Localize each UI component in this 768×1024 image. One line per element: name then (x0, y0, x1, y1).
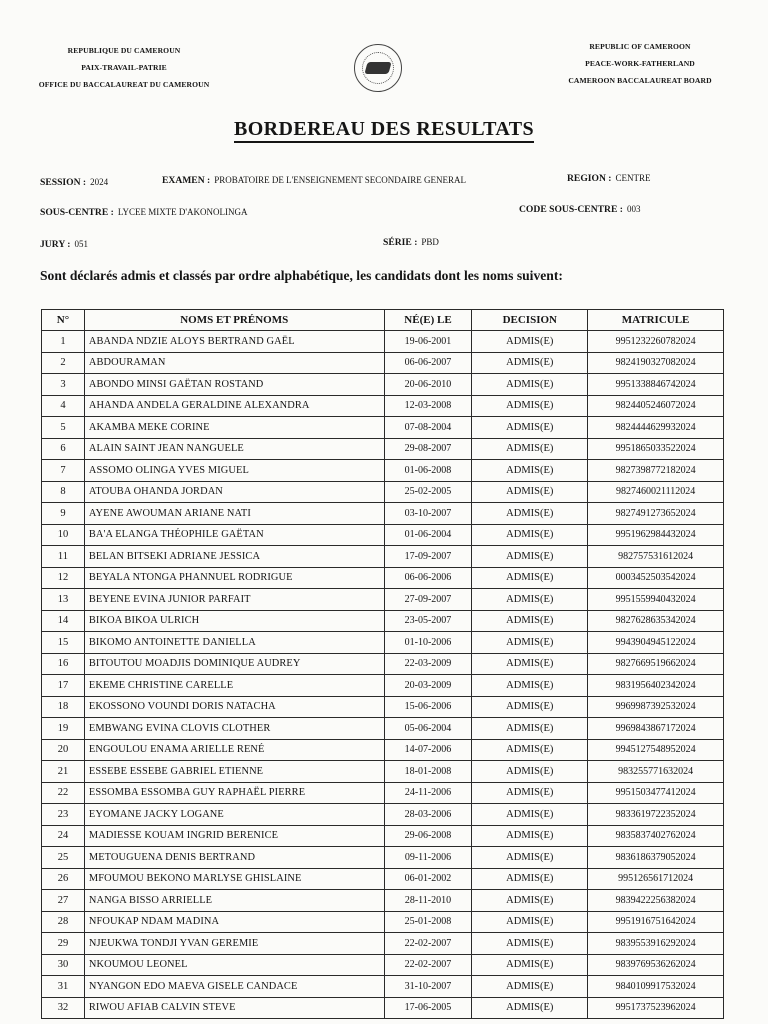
matricule: 9951503477412024 (588, 782, 724, 804)
candidate-name: EYOMANE JACKY LOGANE (84, 804, 384, 826)
row-number: 15 (42, 632, 85, 654)
sous-centre-label: SOUS-CENTRE : (40, 207, 114, 218)
row-number: 21 (42, 761, 85, 783)
row-number: 17 (42, 675, 85, 697)
candidate-name: ASSOMO OLINGA YVES MIGUEL (84, 460, 384, 482)
table-row (42, 352, 724, 374)
row-number: 6 (42, 438, 85, 460)
candidate-name: BEYALA NTONGA PHANNUEL RODRIGUE (84, 567, 384, 589)
decision: ADMIS(E) (472, 825, 588, 847)
table-row (42, 954, 724, 976)
birth-date: 20-03-2009 (384, 675, 472, 697)
matricule: 9827491273652024 (588, 503, 724, 525)
header-left-line: PAIX-TRAVAIL-PATRIE (81, 63, 167, 72)
code-sous-centre-label: CODE SOUS-CENTRE : (519, 204, 623, 215)
matricule: 9951232260782024 (588, 331, 724, 353)
candidate-name: ATOUBA OHANDA JORDAN (84, 481, 384, 503)
table-row (42, 567, 724, 589)
birth-date: 22-02-2007 (384, 933, 472, 955)
birth-date: 15-06-2006 (384, 696, 472, 718)
matricule: 9827669519662024 (588, 653, 724, 675)
birth-date: 31-10-2007 (384, 976, 472, 998)
matricule: 0003452503542024 (588, 567, 724, 589)
decision: ADMIS(E) (472, 739, 588, 761)
results-table (41, 309, 724, 1019)
decision: ADMIS(E) (472, 589, 588, 611)
matricule: 9945127548952024 (588, 739, 724, 761)
row-number: 20 (42, 739, 85, 761)
row-number: 12 (42, 567, 85, 589)
table-row (42, 610, 724, 632)
candidate-name: NJEUKWA TONDJI YVAN GEREMIE (84, 933, 384, 955)
row-number: 11 (42, 546, 85, 568)
table-row (42, 825, 724, 847)
column-header-matricule: MATRICULE (588, 310, 724, 331)
header-right-line: CAMEROON BACCALAUREAT BOARD (568, 76, 712, 85)
candidate-name: NKOUMOU LEONEL (84, 954, 384, 976)
table-row (42, 696, 724, 718)
birth-date: 20-06-2010 (384, 374, 472, 396)
row-number: 14 (42, 610, 85, 632)
header-right-block (556, 38, 724, 89)
birth-date: 24-11-2006 (384, 782, 472, 804)
candidate-name: NANGA BISSO ARRIELLE (84, 890, 384, 912)
row-number: 10 (42, 524, 85, 546)
document-title-text: BORDEREAU DES RESULTATS (234, 118, 534, 143)
official-seal-icon (354, 44, 402, 92)
code-sous-centre-field (519, 204, 640, 215)
code-sous-centre-value: 003 (626, 204, 641, 214)
matricule: 9827398772182024 (588, 460, 724, 482)
column-header-decision: DECISION (472, 310, 588, 331)
decision: ADMIS(E) (472, 438, 588, 460)
decision: ADMIS(E) (472, 352, 588, 374)
decision: ADMIS(E) (472, 546, 588, 568)
matricule: 9839769536262024 (588, 954, 724, 976)
birth-date: 06-01-2002 (384, 868, 472, 890)
matricule: 9951865033522024 (588, 438, 724, 460)
matricule: 9969843867172024 (588, 718, 724, 740)
matricule: 9951559940432024 (588, 589, 724, 611)
birth-date: 01-10-2006 (384, 632, 472, 654)
row-number: 29 (42, 933, 85, 955)
table-row (42, 653, 724, 675)
examen-field (162, 175, 466, 186)
candidate-name: AHANDA ANDELA GERALDINE ALEXANDRA (84, 395, 384, 417)
examen-value: PROBATOIRE DE L'ENSEIGNEMENT SECONDAIRE GENERAL (214, 175, 467, 185)
decision: ADMIS(E) (472, 460, 588, 482)
decision: ADMIS(E) (472, 696, 588, 718)
table-row (42, 589, 724, 611)
matricule: 995126561712024 (588, 868, 724, 890)
row-number: 22 (42, 782, 85, 804)
matricule: 9943904945122024 (588, 632, 724, 654)
decision: ADMIS(E) (472, 847, 588, 869)
table-row (42, 933, 724, 955)
decision: ADMIS(E) (472, 481, 588, 503)
decision: ADMIS(E) (472, 417, 588, 439)
decision: ADMIS(E) (472, 331, 588, 353)
decision: ADMIS(E) (472, 890, 588, 912)
birth-date: 01-06-2008 (384, 460, 472, 482)
matricule: 9835837402762024 (588, 825, 724, 847)
row-number: 19 (42, 718, 85, 740)
matricule: 9951737523962024 (588, 997, 724, 1019)
table-row (42, 331, 724, 353)
row-number: 24 (42, 825, 85, 847)
candidate-name: ENGOULOU ENAMA ARIELLE RENÉ (84, 739, 384, 761)
candidate-name: AKAMBA MEKE CORINE (84, 417, 384, 439)
table-row (42, 739, 724, 761)
decision: ADMIS(E) (472, 997, 588, 1019)
matricule: 9831956402342024 (588, 675, 724, 697)
candidate-name: BEYENE EVINA JUNIOR PARFAIT (84, 589, 384, 611)
candidate-name: ABANDA NDZIE ALOYS BERTRAND GAËL (84, 331, 384, 353)
row-number: 5 (42, 417, 85, 439)
matricule: 9951338846742024 (588, 374, 724, 396)
birth-date: 14-07-2006 (384, 739, 472, 761)
birth-date: 05-06-2004 (384, 718, 472, 740)
matricule: 9824190327082024 (588, 352, 724, 374)
region-value: CENTRE (615, 173, 651, 183)
matricule: 9827460021112024 (588, 481, 724, 503)
candidate-name: ESSEBE ESSEBE GABRIEL ETIENNE (84, 761, 384, 783)
decision: ADMIS(E) (472, 395, 588, 417)
table-row (42, 976, 724, 998)
matricule: 982757531612024 (588, 546, 724, 568)
table-row (42, 546, 724, 568)
decision: ADMIS(E) (472, 761, 588, 783)
row-number: 23 (42, 804, 85, 826)
row-number: 26 (42, 868, 85, 890)
table-row (42, 524, 724, 546)
decision: ADMIS(E) (472, 632, 588, 654)
row-number: 2 (42, 352, 85, 374)
table-row (42, 997, 724, 1019)
candidate-name: ALAIN SAINT JEAN NANGUELE (84, 438, 384, 460)
birth-date: 25-01-2008 (384, 911, 472, 933)
candidate-name: EMBWANG EVINA CLOVIS CLOTHER (84, 718, 384, 740)
row-number: 7 (42, 460, 85, 482)
sous-centre-field (40, 207, 248, 218)
session-label: SESSION : (40, 177, 87, 188)
birth-date: 28-03-2006 (384, 804, 472, 826)
candidate-name: NYANGON EDO MAEVA GISELE CANDACE (84, 976, 384, 998)
candidate-name: METOUGUENA DENIS BERTRAND (84, 847, 384, 869)
candidate-name: MFOUMOU BEKONO MARLYSE GHISLAINE (84, 868, 384, 890)
row-number: 4 (42, 395, 85, 417)
table-row (42, 503, 724, 525)
candidate-name: MADIESSE KOUAM INGRID BERENICE (84, 825, 384, 847)
decision: ADMIS(E) (472, 675, 588, 697)
candidate-name: EKOSSONO VOUNDI DORIS NATACHA (84, 696, 384, 718)
header-left-line: REPUBLIQUE DU CAMEROUN (67, 46, 181, 55)
row-number: 9 (42, 503, 85, 525)
column-header-name: NOMS ET PRÉNOMS (84, 310, 384, 331)
table-row (42, 417, 724, 439)
matricule: 9824405246072024 (588, 395, 724, 417)
sous-centre-value: LYCEE MIXTE D'AKONOLINGA (117, 207, 248, 217)
row-number: 3 (42, 374, 85, 396)
header-left-block (28, 42, 220, 93)
candidate-name: BA'A ELANGA THÉOPHILE GAËTAN (84, 524, 384, 546)
birth-date: 03-10-2007 (384, 503, 472, 525)
matricule: 9833619722352024 (588, 804, 724, 826)
matricule: 9824444629932024 (588, 417, 724, 439)
decision: ADMIS(E) (472, 653, 588, 675)
decision: ADMIS(E) (472, 868, 588, 890)
table-row (42, 481, 724, 503)
jury-value: 051 (74, 239, 88, 249)
row-number: 1 (42, 331, 85, 353)
candidate-name: NFOUKAP NDAM MADINA (84, 911, 384, 933)
birth-date: 29-08-2007 (384, 438, 472, 460)
table-row (42, 675, 724, 697)
table-row (42, 890, 724, 912)
table-row (42, 761, 724, 783)
row-number: 25 (42, 847, 85, 869)
matricule: 9951962984432024 (588, 524, 724, 546)
candidate-name: ABONDO MINSI GAËTAN ROSTAND (84, 374, 384, 396)
table-row (42, 847, 724, 869)
candidate-name: BIKOMO ANTOINETTE DANIELLA (84, 632, 384, 654)
birth-date: 07-08-2004 (384, 417, 472, 439)
table-row (42, 868, 724, 890)
candidate-name: BIKOA BIKOA ULRICH (84, 610, 384, 632)
row-number: 28 (42, 911, 85, 933)
matricule: 9840109917532024 (588, 976, 724, 998)
birth-date: 27-09-2007 (384, 589, 472, 611)
candidate-name: BELAN BITSEKI ADRIANE JESSICA (84, 546, 384, 568)
table-row (42, 632, 724, 654)
decision: ADMIS(E) (472, 954, 588, 976)
row-number: 8 (42, 481, 85, 503)
intro-sentence: Sont déclarés admis et classés par ordre alphabétique, les candidats dont les noms suivent: (40, 268, 563, 283)
row-number: 30 (42, 954, 85, 976)
matricule: 9839553916292024 (588, 933, 724, 955)
decision: ADMIS(E) (472, 911, 588, 933)
birth-date: 17-06-2005 (384, 997, 472, 1019)
candidate-name: BITOUTOU MOADJIS DOMINIQUE AUDREY (84, 653, 384, 675)
jury-field (40, 239, 88, 250)
matricule: 9839422256382024 (588, 890, 724, 912)
column-header-birthdate: NÉ(E) LE (384, 310, 472, 331)
decision: ADMIS(E) (472, 374, 588, 396)
table-header-row (42, 310, 724, 331)
candidate-name: ESSOMBA ESSOMBA GUY RAPHAËL PIERRE (84, 782, 384, 804)
candidate-name: RIWOU AFIAB CALVIN STEVE (84, 997, 384, 1019)
column-header-number: N° (42, 310, 85, 331)
birth-date: 25-02-2005 (384, 481, 472, 503)
serie-field (383, 237, 439, 248)
serie-label: SÉRIE : (383, 237, 418, 248)
document-title (0, 118, 768, 141)
table-row (42, 718, 724, 740)
row-number: 32 (42, 997, 85, 1019)
birth-date: 22-03-2009 (384, 653, 472, 675)
row-number: 16 (42, 653, 85, 675)
jury-label: JURY : (40, 239, 71, 250)
candidate-name: EKEME CHRISTINE CARELLE (84, 675, 384, 697)
birth-date: 22-02-2007 (384, 954, 472, 976)
table-row (42, 395, 724, 417)
table-row (42, 911, 724, 933)
table-row (42, 374, 724, 396)
birth-date: 29-06-2008 (384, 825, 472, 847)
header-left-line: OFFICE DU BACCALAUREAT DU CAMEROUN (38, 80, 210, 89)
matricule: 9836186379052024 (588, 847, 724, 869)
row-number: 31 (42, 976, 85, 998)
examen-label: EXAMEN : (162, 175, 211, 186)
matricule: 983255771632024 (588, 761, 724, 783)
birth-date: 06-06-2007 (384, 352, 472, 374)
birth-date: 19-06-2001 (384, 331, 472, 353)
birth-date: 18-01-2008 (384, 761, 472, 783)
header-right-line: REPUBLIC OF CAMEROON (589, 42, 691, 51)
serie-value: PBD (421, 237, 439, 247)
header-right-line: PEACE-WORK-FATHERLAND (585, 59, 695, 68)
table-row (42, 804, 724, 826)
decision: ADMIS(E) (472, 524, 588, 546)
birth-date: 28-11-2010 (384, 890, 472, 912)
birth-date: 12-03-2008 (384, 395, 472, 417)
decision: ADMIS(E) (472, 976, 588, 998)
row-number: 18 (42, 696, 85, 718)
matricule: 9827628635342024 (588, 610, 724, 632)
session-value: 2024 (90, 177, 109, 187)
row-number: 13 (42, 589, 85, 611)
decision: ADMIS(E) (472, 610, 588, 632)
birth-date: 17-09-2007 (384, 546, 472, 568)
decision: ADMIS(E) (472, 503, 588, 525)
birth-date: 23-05-2007 (384, 610, 472, 632)
matricule: 9951916751642024 (588, 911, 724, 933)
decision: ADMIS(E) (472, 567, 588, 589)
matricule: 9969987392532024 (588, 696, 724, 718)
decision: ADMIS(E) (472, 782, 588, 804)
candidate-name: AYENE AWOUMAN ARIANE NATI (84, 503, 384, 525)
candidate-name: ABDOURAMAN (84, 352, 384, 374)
table-row (42, 438, 724, 460)
birth-date: 01-06-2004 (384, 524, 472, 546)
table-row (42, 460, 724, 482)
birth-date: 09-11-2006 (384, 847, 472, 869)
row-number: 27 (42, 890, 85, 912)
table-row (42, 782, 724, 804)
birth-date: 06-06-2006 (384, 567, 472, 589)
session-field (40, 177, 108, 188)
decision: ADMIS(E) (472, 933, 588, 955)
decision: ADMIS(E) (472, 718, 588, 740)
decision: ADMIS(E) (472, 804, 588, 826)
region-field (567, 173, 651, 184)
region-label: REGION : (567, 173, 612, 184)
